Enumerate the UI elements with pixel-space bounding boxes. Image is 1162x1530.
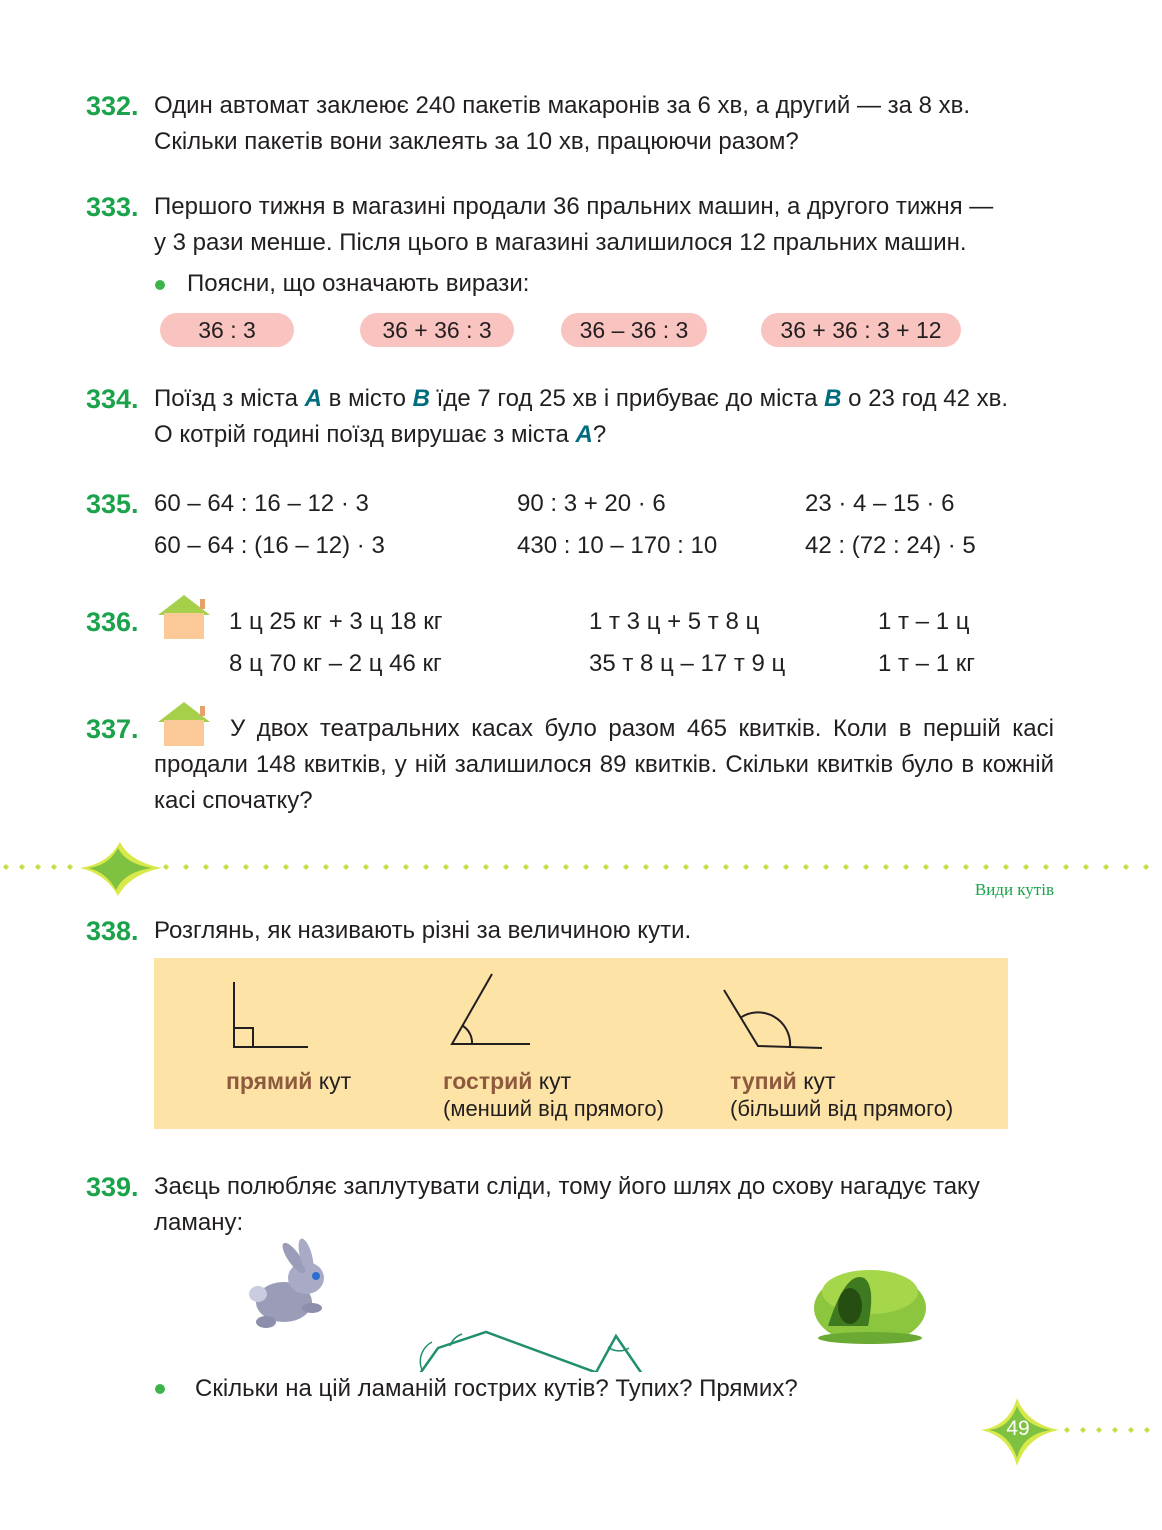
obtuse-angle-label: тупий кут <box>730 1068 836 1094</box>
bullet-icon <box>155 1384 165 1394</box>
problem-number: 332. <box>86 91 139 121</box>
page-number: 49 <box>1006 1417 1030 1440</box>
problem-text: Розглянь, як називають різні за величиною кути. <box>154 917 692 944</box>
question-text: Скільки на цій ламаній гострих кутів? Тупих? Прямих? <box>195 1375 798 1402</box>
expression: 1 ц 25 кг + 3 ц 18 кг <box>229 608 443 635</box>
expression: 430 : 10 – 170 : 10 <box>517 532 718 559</box>
problem-number: 334. <box>86 384 139 414</box>
problem-number: 335. <box>86 489 139 519</box>
home-task-icon <box>156 593 212 641</box>
expression: 8 ц 70 кг – 2 ц 46 кг <box>229 650 442 677</box>
problem-number: 336. <box>86 607 139 637</box>
expression: 23 · 4 – 15 · 6 <box>805 490 955 517</box>
problem-text: у 3 рази менше. Після цього в магазині залишилося 12 пральних машин. <box>154 229 967 256</box>
expression-pill: 36 : 3 <box>160 313 294 347</box>
expression-pill: 36 + 36 : 3 <box>360 313 514 347</box>
question-text: Поясни, що означають вирази: <box>187 270 530 297</box>
problem-text: О котрій годині поїзд вирушає з міста А? <box>154 421 607 448</box>
obtuse-angle-icon <box>724 990 822 1048</box>
acute-angle-label: гострий кут <box>443 1068 572 1094</box>
obtuse-angle-note: (більший від прямого) <box>730 1096 954 1121</box>
problem-text: Поїзд з міста А в місто В їде 7 год 25 хв і прибуває до міста В о 23 год 42 хв. <box>154 385 1009 412</box>
right-angle-icon <box>234 982 308 1047</box>
problem-text: ламану: <box>154 1209 244 1236</box>
hare-icon <box>249 1237 324 1328</box>
expression: 60 – 64 : 16 – 12 · 3 <box>154 490 369 517</box>
expression-pill: 36 + 36 : 3 + 12 <box>761 313 961 347</box>
problem-text: Заєць полюбляє заплутувати сліди, тому його шлях до схову нагадує таку <box>154 1173 980 1200</box>
expression: 1 т 3 ц + 5 т 8 ц <box>589 608 760 635</box>
expression: 60 – 64 : (16 – 12) · 3 <box>154 532 385 559</box>
section-title: Види кутів <box>974 880 1054 899</box>
expression: 1 т – 1 кг <box>878 650 975 677</box>
expression: 35 т 8 ц – 17 т 9 ц <box>589 650 786 677</box>
acute-angle-note: (менший від прямого) <box>443 1096 664 1121</box>
expression-pill: 36 – 36 : 3 <box>561 313 707 347</box>
acute-angle-icon <box>452 974 530 1044</box>
problem-text: Скільки пакетів вони заклеять за 10 хв, працюючи разом? <box>154 128 799 155</box>
expression: 90 : 3 + 20 · 6 <box>517 490 666 517</box>
burrow-icon <box>814 1270 926 1344</box>
problem-number: 337. <box>86 714 139 744</box>
expression: 42 : (72 : 24) · 5 <box>805 532 976 559</box>
right-angle-label: прямий кут <box>226 1068 352 1094</box>
bullet-icon <box>155 280 165 290</box>
problem-text: Один автомат заклеює 240 пакетів макаронів за 6 хв, а другий — за 8 хв. <box>154 92 971 119</box>
problem-text: У двох театральних касах було разом 465 квитків. Коли в першій касі продали 148 квитків, у ній залишилося 89 квитків. Скільки квитків було в кожній касі спочатку? <box>154 715 1054 814</box>
problem-number: 339. <box>86 1172 139 1202</box>
problem-text: Першого тижня в магазині продали 36 пральних машин, а другого тижня — <box>154 193 994 220</box>
polyline-figure <box>236 1222 936 1372</box>
problem-number: 333. <box>86 192 139 222</box>
problem-number: 338. <box>86 916 139 946</box>
expression: 1 т – 1 ц <box>878 608 970 635</box>
